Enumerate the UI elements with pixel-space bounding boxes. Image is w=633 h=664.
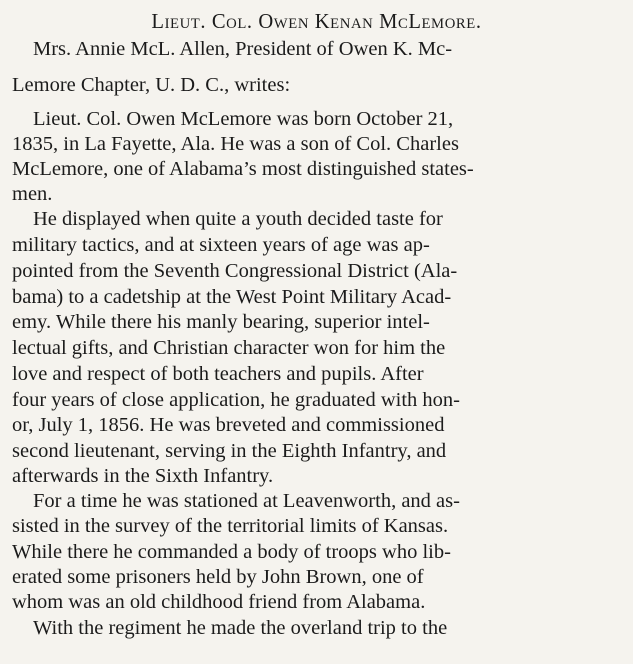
paragraph-line: men. bbox=[12, 183, 53, 205]
paragraph-line: Lemore Chapter, U. D. C., writes: bbox=[12, 74, 291, 96]
article-title: Lieut. Col. Owen Kenan McLemore. bbox=[151, 9, 482, 33]
paragraph-line: love and respect of both teachers and pupils. After bbox=[12, 363, 424, 385]
paragraph-line: four years of close application, he graduated with hon- bbox=[12, 389, 460, 411]
paragraph-line: second lieutenant, serving in the Eighth Infantry, and bbox=[12, 440, 447, 462]
paragraph-line: McLemore, one of Alabama’s most distinguished states- bbox=[12, 158, 474, 180]
paragraph-line: Mrs. Annie McL. Allen, President of Owen K. Mc- bbox=[33, 38, 453, 60]
paragraph-line: Lieut. Col. Owen McLemore was born October 21, bbox=[33, 108, 454, 130]
paragraph-line: While there he commanded a body of troops who lib- bbox=[12, 541, 451, 563]
paragraph-line: With the regiment he made the overland trip to the bbox=[33, 617, 448, 639]
paragraph-line: emy. While there his manly bearing, superior intel- bbox=[12, 311, 430, 333]
paragraph-line: pointed from the Seventh Congressional District (Ala- bbox=[12, 260, 458, 282]
paragraph-line: For a time he was stationed at Leavenworth, and as- bbox=[33, 490, 460, 512]
paragraph-line: bama) to a cadetship at the West Point Military Acad- bbox=[12, 286, 452, 308]
paragraph-line: sisted in the survey of the territorial limits of Kansas. bbox=[12, 515, 449, 537]
paragraph-line: military tactics, and at sixteen years of age was ap- bbox=[12, 234, 430, 256]
paragraph-line: 1835, in La Fayette, Ala. He was a son of Col. Charles bbox=[12, 133, 459, 155]
paragraph-line: erated some prisoners held by John Brown, one of bbox=[12, 566, 424, 588]
paragraph-line: He displayed when quite a youth decided taste for bbox=[33, 208, 443, 230]
paragraph-line: or, July 1, 1856. He was breveted and commissioned bbox=[12, 414, 445, 436]
paragraph-line: whom was an old childhood friend from Alabama. bbox=[12, 591, 426, 613]
paragraph-line: afterwards in the Sixth Infantry. bbox=[12, 465, 274, 487]
paragraph-line: lectual gifts, and Christian character won for him the bbox=[12, 337, 446, 359]
